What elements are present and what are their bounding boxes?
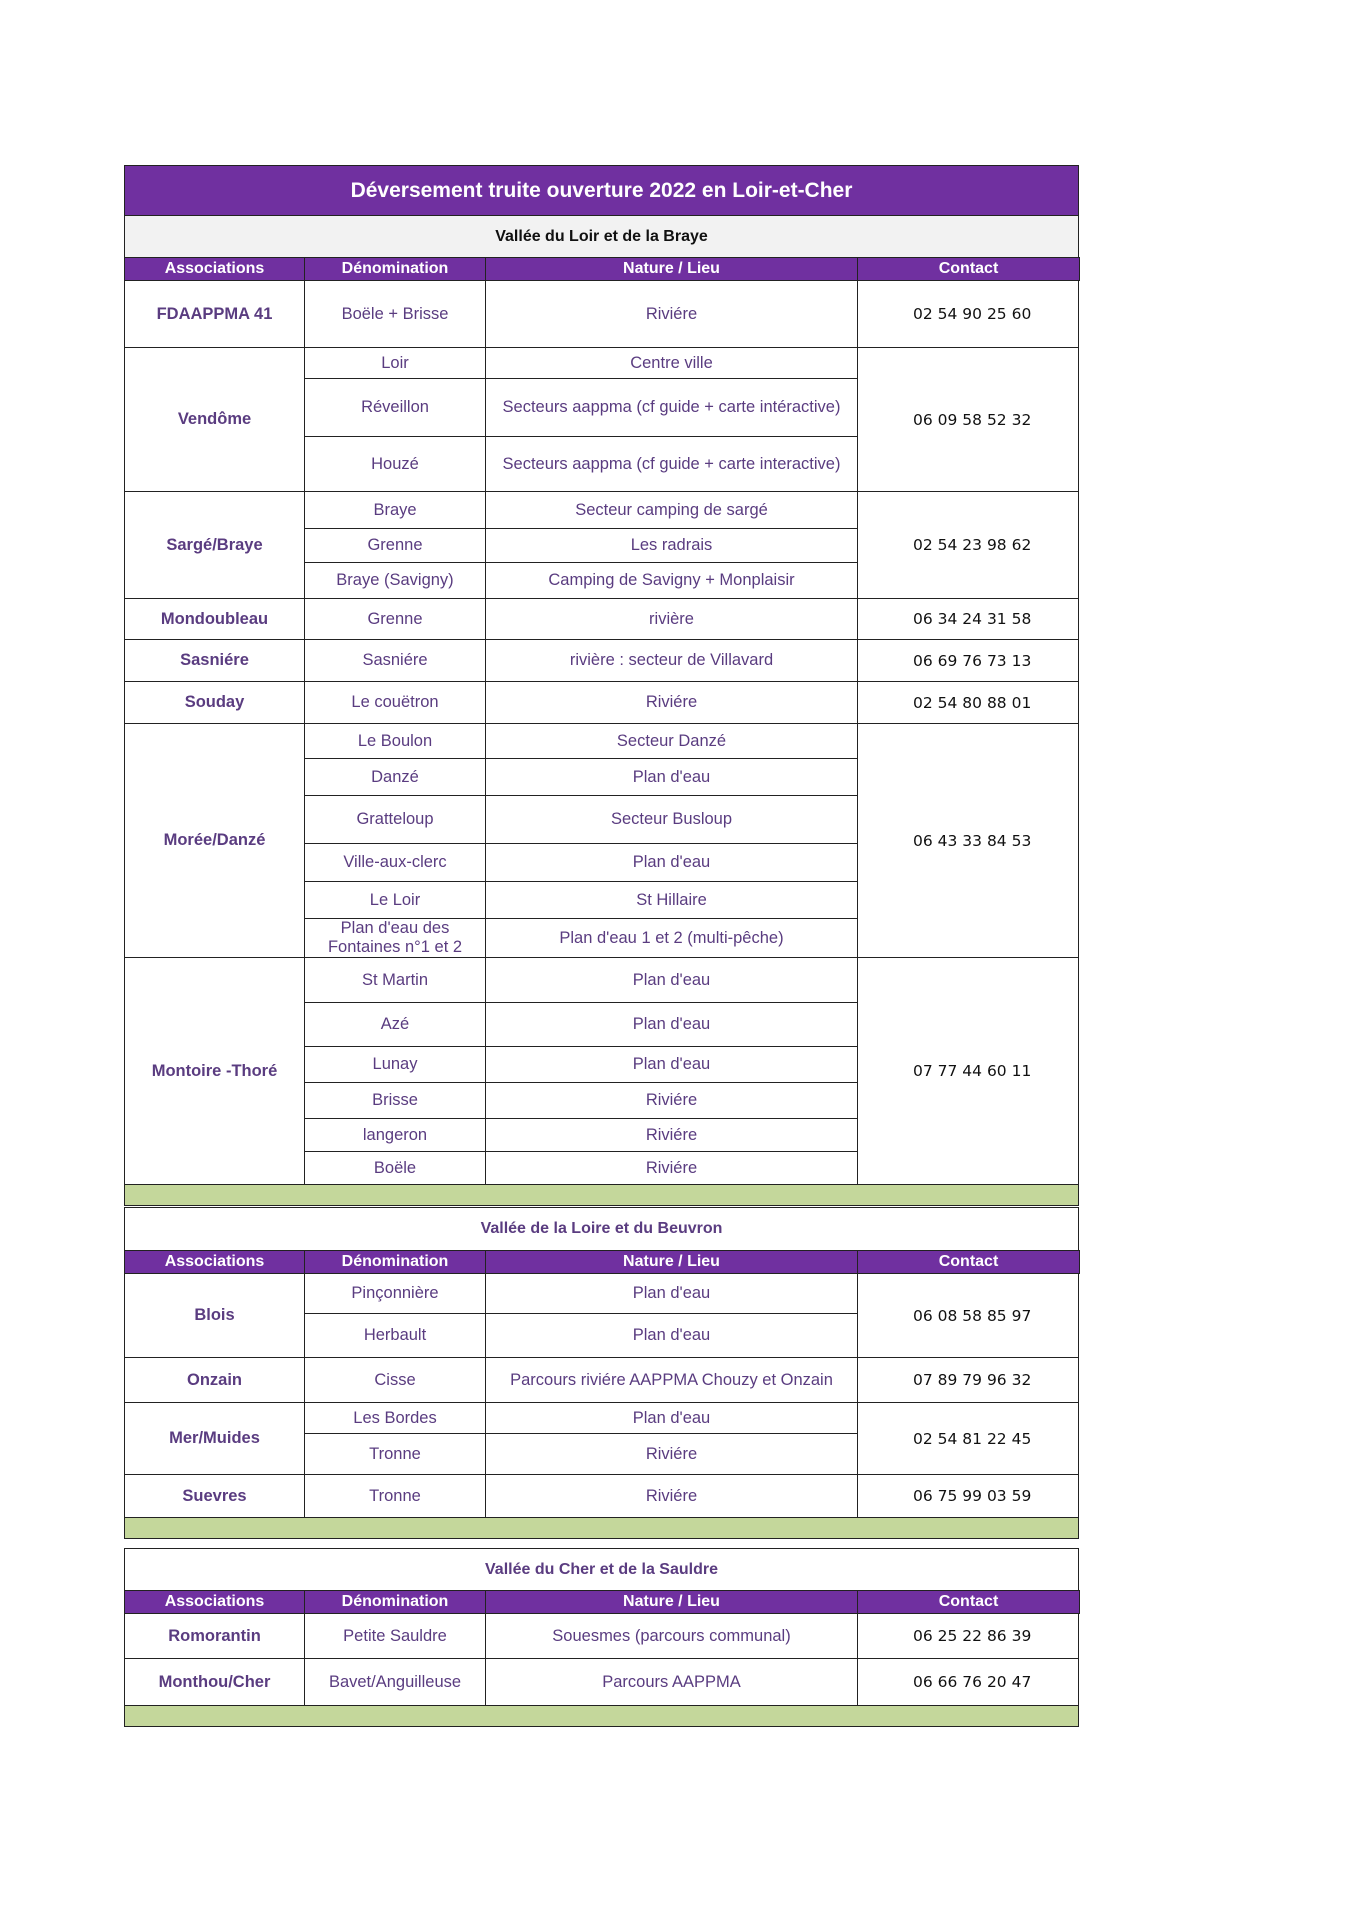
column-header-denom: Dénomination — [304, 1590, 486, 1614]
nature-lieu-cell: Plan d'eau — [485, 1273, 858, 1314]
association-name: Mer/Muides — [124, 1402, 305, 1475]
nature-lieu-cell: Riviére — [485, 280, 858, 348]
association-name: Sargé/Braye — [124, 491, 305, 599]
denomination-cell: langeron — [304, 1118, 486, 1152]
denomination-cell: Le Boulon — [304, 723, 486, 759]
association-name: FDAAPPMA 41 — [124, 280, 305, 348]
contact-phone: 02 54 81 22 45 — [857, 1402, 1079, 1475]
nature-lieu-cell: Camping de Savigny + Monplaisir — [485, 562, 858, 599]
nature-lieu-cell: Plan d'eau — [485, 1002, 858, 1047]
nature-lieu-cell: Parcours AAPPMA — [485, 1658, 858, 1706]
contact-phone: 06 75 99 03 59 — [857, 1474, 1079, 1518]
contact-phone: 06 43 33 84 53 — [857, 723, 1079, 958]
nature-lieu-cell: Les radrais — [485, 528, 858, 563]
denomination-cell: Tronne — [304, 1474, 486, 1518]
denomination-cell: Le Loir — [304, 881, 486, 919]
association-name: Onzain — [124, 1357, 305, 1403]
contact-phone: 06 34 24 31 58 — [857, 598, 1079, 640]
nature-lieu-cell: Souesmes (parcours communal) — [485, 1613, 858, 1659]
nature-lieu-cell: Riviére — [485, 1151, 858, 1185]
denomination-cell: Tronne — [304, 1433, 486, 1475]
nature-lieu-cell: Plan d'eau 1 et 2 (multi-pêche) — [485, 918, 858, 958]
denomination-cell: Pinçonnière — [304, 1273, 486, 1314]
nature-lieu-cell: Plan d'eau — [485, 1313, 858, 1358]
column-header-assoc: Associations — [124, 1590, 305, 1614]
association-name: Mondoubleau — [124, 598, 305, 640]
denomination-cell: Boële + Brisse — [304, 280, 486, 348]
denomination-cell: Loir — [304, 347, 486, 379]
contact-phone: 02 54 80 88 01 — [857, 681, 1079, 724]
nature-lieu-cell: Plan d'eau — [485, 1046, 858, 1083]
column-header-nature: Nature / Lieu — [485, 1250, 858, 1274]
nature-lieu-cell: Riviére — [485, 1474, 858, 1518]
association-name: Suevres — [124, 1474, 305, 1518]
contact-phone: 07 77 44 60 11 — [857, 957, 1079, 1185]
column-header-contact: Contact — [857, 1250, 1080, 1274]
denomination-cell: Le couëtron — [304, 681, 486, 724]
column-header-assoc: Associations — [124, 1250, 305, 1274]
denomination-cell: Sasniére — [304, 639, 486, 682]
denomination-cell: Herbault — [304, 1313, 486, 1358]
denomination-cell: St Martin — [304, 957, 486, 1003]
section-separator — [124, 1517, 1079, 1539]
table-title: Déversement truite ouverture 2022 en Loir-et-Cher — [124, 165, 1079, 216]
section-title: Vallée du Cher et de la Sauldre — [124, 1548, 1079, 1591]
association-name: Montoire -Thoré — [124, 957, 305, 1185]
nature-lieu-cell: Riviére — [485, 1433, 858, 1475]
nature-lieu-cell: rivière — [485, 598, 858, 640]
association-name: Romorantin — [124, 1613, 305, 1659]
denomination-cell: Gratteloup — [304, 795, 486, 844]
nature-lieu-cell: Plan d'eau — [485, 843, 858, 882]
denomination-cell: Braye — [304, 491, 486, 529]
nature-lieu-cell: Secteurs aappma (cf guide + carte intéractive) — [485, 378, 858, 437]
denomination-cell: Boële — [304, 1151, 486, 1185]
denomination-cell: Grenne — [304, 528, 486, 563]
contact-phone: 02 54 23 98 62 — [857, 491, 1079, 599]
contact-phone: 07 89 79 96 32 — [857, 1357, 1079, 1403]
nature-lieu-cell: Centre ville — [485, 347, 858, 379]
column-header-nature: Nature / Lieu — [485, 1590, 858, 1614]
association-name: Vendôme — [124, 347, 305, 492]
contact-phone: 06 25 22 86 39 — [857, 1613, 1079, 1659]
column-header-nature: Nature / Lieu — [485, 257, 858, 281]
denomination-cell: Les Bordes — [304, 1402, 486, 1434]
denomination-cell: Grenne — [304, 598, 486, 640]
association-name: Monthou/Cher — [124, 1658, 305, 1706]
association-name: Sasniére — [124, 639, 305, 682]
association-name: Morée/Danzé — [124, 723, 305, 958]
denomination-cell: Cisse — [304, 1357, 486, 1403]
denomination-cell: Bavet/Anguilleuse — [304, 1658, 486, 1706]
denomination-cell: Ville-aux-clerc — [304, 843, 486, 882]
denomination-cell: Plan d'eau des Fontaines n°1 et 2 — [304, 918, 486, 958]
denomination-cell: Houzé — [304, 436, 486, 492]
nature-lieu-cell: Secteur camping de sargé — [485, 491, 858, 529]
column-header-contact: Contact — [857, 257, 1080, 281]
nature-lieu-cell: Riviére — [485, 1118, 858, 1152]
nature-lieu-cell: Plan d'eau — [485, 1402, 858, 1434]
section-title: Vallée du Loir et de la Braye — [124, 215, 1079, 258]
nature-lieu-cell: Secteur Danzé — [485, 723, 858, 759]
nature-lieu-cell: rivière : secteur de Villavard — [485, 639, 858, 682]
contact-phone: 02 54 90 25 60 — [857, 280, 1079, 348]
column-header-assoc: Associations — [124, 257, 305, 281]
nature-lieu-cell: Plan d'eau — [485, 957, 858, 1003]
nature-lieu-cell: St Hillaire — [485, 881, 858, 919]
column-header-denom: Dénomination — [304, 257, 486, 281]
trout-stocking-table — [124, 165, 1079, 1745]
nature-lieu-cell: Plan d'eau — [485, 758, 858, 796]
contact-phone: 06 08 58 85 97 — [857, 1273, 1079, 1358]
nature-lieu-cell: Riviére — [485, 1082, 858, 1119]
column-header-contact: Contact — [857, 1590, 1080, 1614]
section-separator — [124, 1705, 1079, 1727]
denomination-cell: Braye (Savigny) — [304, 562, 486, 599]
nature-lieu-cell: Secteur Busloup — [485, 795, 858, 844]
contact-phone: 06 66 76 20 47 — [857, 1658, 1079, 1706]
contact-phone: 06 69 76 73 13 — [857, 639, 1079, 682]
section-title: Vallée de la Loire et du Beuvron — [124, 1207, 1079, 1251]
denomination-cell: Brisse — [304, 1082, 486, 1119]
denomination-cell: Petite Sauldre — [304, 1613, 486, 1659]
nature-lieu-cell: Riviére — [485, 681, 858, 724]
nature-lieu-cell: Parcours riviére AAPPMA Chouzy et Onzain — [485, 1357, 858, 1403]
denomination-cell: Azé — [304, 1002, 486, 1047]
association-name: Souday — [124, 681, 305, 724]
column-header-denom: Dénomination — [304, 1250, 486, 1274]
association-name: Blois — [124, 1273, 305, 1358]
section-separator — [124, 1184, 1079, 1206]
denomination-cell: Réveillon — [304, 378, 486, 437]
contact-phone: 06 09 58 52 32 — [857, 347, 1079, 492]
denomination-cell: Lunay — [304, 1046, 486, 1083]
nature-lieu-cell: Secteurs aappma (cf guide + carte interactive) — [485, 436, 858, 492]
denomination-cell: Danzé — [304, 758, 486, 796]
